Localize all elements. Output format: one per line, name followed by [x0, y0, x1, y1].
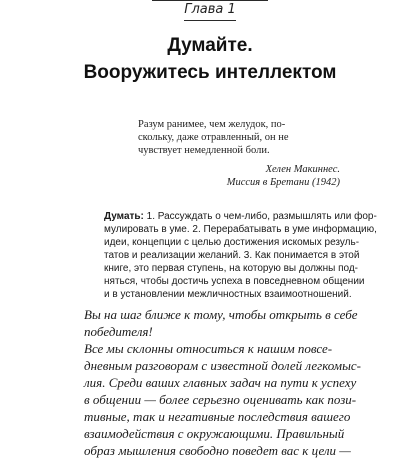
chapter-underline: [184, 20, 236, 21]
chapter-label: Глава 1: [184, 2, 236, 17]
chapter-top-rule: [152, 0, 268, 1]
definition-line: Думать: 1. Рассуждать о чем-либо, размышлять или фор-: [104, 211, 377, 222]
definition-line: няться, чтобы достичь успеха в повседневном общении: [104, 276, 365, 287]
body-line: победителя!: [84, 324, 153, 339]
epigraph-author: Хелен Макиннес.: [265, 164, 340, 175]
body-text: [84, 306, 361, 459]
body-line: Все мы склонны относиться к нашим повсе-: [84, 341, 333, 356]
epigraph-quote: [138, 118, 340, 157]
body-line: образ мышления свободно поведет вас к цели —: [84, 443, 351, 458]
epigraph-line: Разум ранимее, чем желудок, по-: [138, 119, 286, 130]
definition-line: и в установлении межличностных взаимоотношений.: [104, 289, 352, 300]
definition-block: [104, 210, 377, 301]
epigraph-line: скольку, даже отравленный, он не: [138, 132, 289, 143]
epigraph-source: Миссия в Бретани (1942): [226, 177, 340, 188]
definition-line: татов и реализации желаний. 3. Как понимается в этой: [104, 250, 360, 261]
definition-line: идеи, концепции с целью достижения искомых резуль-: [104, 237, 360, 248]
epigraph-attribution: [227, 163, 340, 189]
chapter-title-line-1: Думайте.: [167, 35, 253, 56]
definition-line: книге, это первая ступень, на которую вы должны под-: [104, 263, 359, 274]
body-line: взаимодействия с окружающими. Правильный: [84, 426, 345, 441]
chapter-title-line-2: Вооружитесь интеллектом: [83, 62, 337, 83]
definition-term: Думать:: [104, 211, 144, 222]
body-line: лия. Среди ваших главных задач на пути к успеху: [84, 375, 357, 390]
body-line: в общении — более серьезно оценивать как пози-: [84, 392, 357, 407]
epigraph-line: чувствует немедленной боли.: [138, 145, 270, 156]
body-line: дневным разговорам с известной долей легкомыс-: [84, 358, 361, 373]
body-line: тивные, так и негативные последствия вашего: [84, 409, 351, 424]
body-line: Вы на шаг ближе к тому, чтобы открыть в себе: [84, 307, 358, 322]
definition-line: мулировать в уме. 2. Перерабатывать в уме информацию,: [104, 224, 377, 235]
